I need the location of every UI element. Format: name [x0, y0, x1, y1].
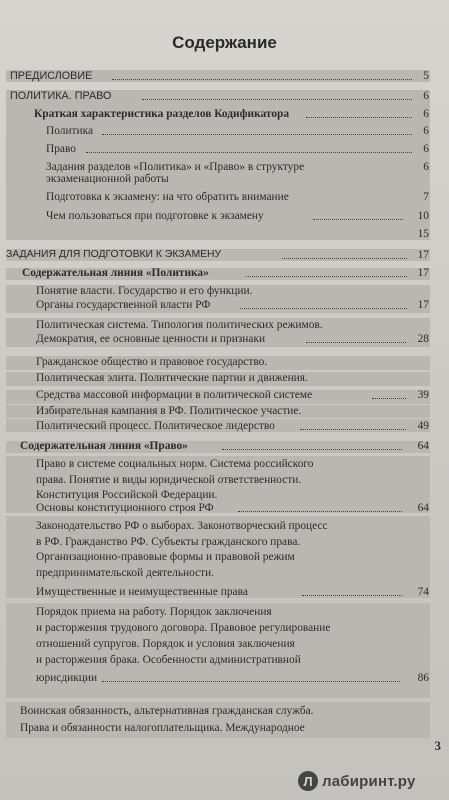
labirint-logo-icon: Л: [298, 771, 318, 791]
page-ref: 7: [423, 191, 429, 203]
leader-dots: [282, 258, 407, 259]
toc-entry[interactable]: юрисдикции: [36, 672, 98, 684]
toc-entry[interactable]: Чем пользоваться при подготовке к экзамену: [46, 210, 264, 222]
toc-entry[interactable]: ПОЛИТИКА. ПРАВО: [10, 90, 112, 102]
page-ref: 64: [417, 502, 429, 514]
leader-dots: [306, 117, 412, 118]
leader-dots: [302, 595, 402, 596]
toc-entry[interactable]: Задания разделов «Политика» и «Право» в структуре: [46, 161, 305, 173]
page-ref: 86: [417, 672, 429, 684]
leader-dots: [372, 398, 406, 399]
leader-dots: [86, 152, 412, 153]
leader-dots: [142, 99, 412, 100]
toc-entry[interactable]: в РФ. Гражданство РФ. Субъекты гражданского права.: [36, 536, 301, 548]
toc-entry[interactable]: Законодательство РФ о выборах. Законотворческий процесс: [36, 520, 328, 532]
page-ref: 15: [417, 228, 429, 240]
toc-entry[interactable]: Демократия, ее основные ценности и признаки: [36, 333, 266, 345]
toc-entry[interactable]: Конституция Российской Федерации.: [36, 489, 218, 501]
toc-entry[interactable]: Основы конституционного строя РФ: [36, 502, 214, 514]
page-ref: 39: [417, 389, 429, 401]
toc-entry[interactable]: Содержательная линия «Право»: [20, 440, 188, 452]
page-ref: 17: [417, 299, 429, 311]
page-ref: 49: [417, 420, 429, 432]
toc-entry[interactable]: Политика: [46, 125, 94, 137]
page-ref: 6: [423, 125, 429, 137]
toc-entry[interactable]: Гражданское общество и правовое государство.: [36, 356, 268, 368]
page-ref: 5: [423, 70, 429, 82]
toc-entry[interactable]: Воинская обязанность, альтернативная гражданская служба.: [20, 705, 314, 717]
toc-entry[interactable]: Политический процесс. Политическое лидерство: [36, 420, 275, 432]
page-ref: 17: [417, 249, 429, 261]
leader-dots: [238, 511, 402, 512]
page-ref: 28: [417, 333, 429, 345]
toc-entry[interactable]: Органы государственной власти РФ: [36, 299, 211, 311]
toc-entry[interactable]: экзаменационной работы: [46, 173, 169, 185]
leader-dots: [222, 449, 402, 450]
watermark-text: лабиринт.ру: [322, 772, 416, 790]
watermark-logo: [298, 768, 444, 794]
toc-entry[interactable]: Право в системе социальных норм. Система российского: [36, 458, 314, 470]
toc-entry[interactable]: ПРЕДИСЛОВИЕ: [10, 70, 93, 82]
leader-dots: [240, 308, 407, 309]
page-ref: 74: [417, 586, 429, 598]
toc-entry[interactable]: и расторжения брака. Особенности административной: [36, 654, 301, 666]
toc-entry[interactable]: отношений супругов. Порядок и условия заключения: [36, 638, 295, 650]
toc-entry[interactable]: ЗАДАНИЯ ДЛЯ ПОДГОТОВКИ К ЭКЗАМЕНУ: [6, 249, 222, 260]
toc-entry[interactable]: Имущественные и неимущественные права: [36, 586, 248, 598]
page-ref: 6: [423, 143, 429, 155]
page-ref: 17: [417, 267, 429, 279]
leader-dots: [102, 134, 412, 135]
toc-entry[interactable]: и расторжения трудового договора. Правовое регулирование: [36, 622, 331, 634]
toc-entry[interactable]: Организационно-правовые формы и правовой режим: [36, 551, 295, 563]
page-ref: 10: [417, 210, 429, 222]
page-ref: 64: [417, 440, 429, 452]
page-number: 3: [434, 738, 441, 753]
toc-entry[interactable]: Понятие власти. Государство и его функции.: [36, 285, 253, 297]
toc-entry[interactable]: Политическая система. Типология политических режимов.: [36, 319, 323, 331]
page-ref: 6: [423, 161, 429, 173]
toc-entry[interactable]: предпринимательской деятельности.: [36, 567, 215, 579]
toc-entry[interactable]: Права и обязанности налогоплательщика. Международное: [20, 722, 305, 734]
leader-dots: [102, 681, 400, 682]
leader-dots: [300, 429, 406, 430]
toc-entry[interactable]: Краткая характеристика разделов Кодификатора: [34, 108, 290, 120]
leader-dots: [313, 219, 403, 220]
toc-entry[interactable]: Содержательная линия «Политика»: [22, 267, 209, 279]
page-title: Содержание: [172, 33, 277, 52]
leader-dots: [246, 276, 407, 277]
leader-dots: [112, 79, 412, 80]
toc-entry[interactable]: Подготовка к экзамену: на что обратить внимание: [46, 191, 289, 203]
toc-entry[interactable]: права. Понятие и виды юридической ответственности.: [36, 474, 302, 486]
page-ref: 6: [423, 108, 429, 120]
page-ref: 6: [423, 90, 429, 102]
leader-dots: [306, 342, 406, 343]
toc-entry[interactable]: Избирательная кампания в РФ. Политическое участие.: [36, 405, 302, 417]
toc-entry[interactable]: Средства массовой информации в политической системе: [36, 389, 313, 401]
toc-entry[interactable]: Право: [46, 143, 76, 155]
toc-entry[interactable]: Порядок приема на работу. Порядок заключения: [36, 606, 272, 618]
toc-entry[interactable]: Политическая элита. Политические партии и движения.: [36, 372, 308, 384]
